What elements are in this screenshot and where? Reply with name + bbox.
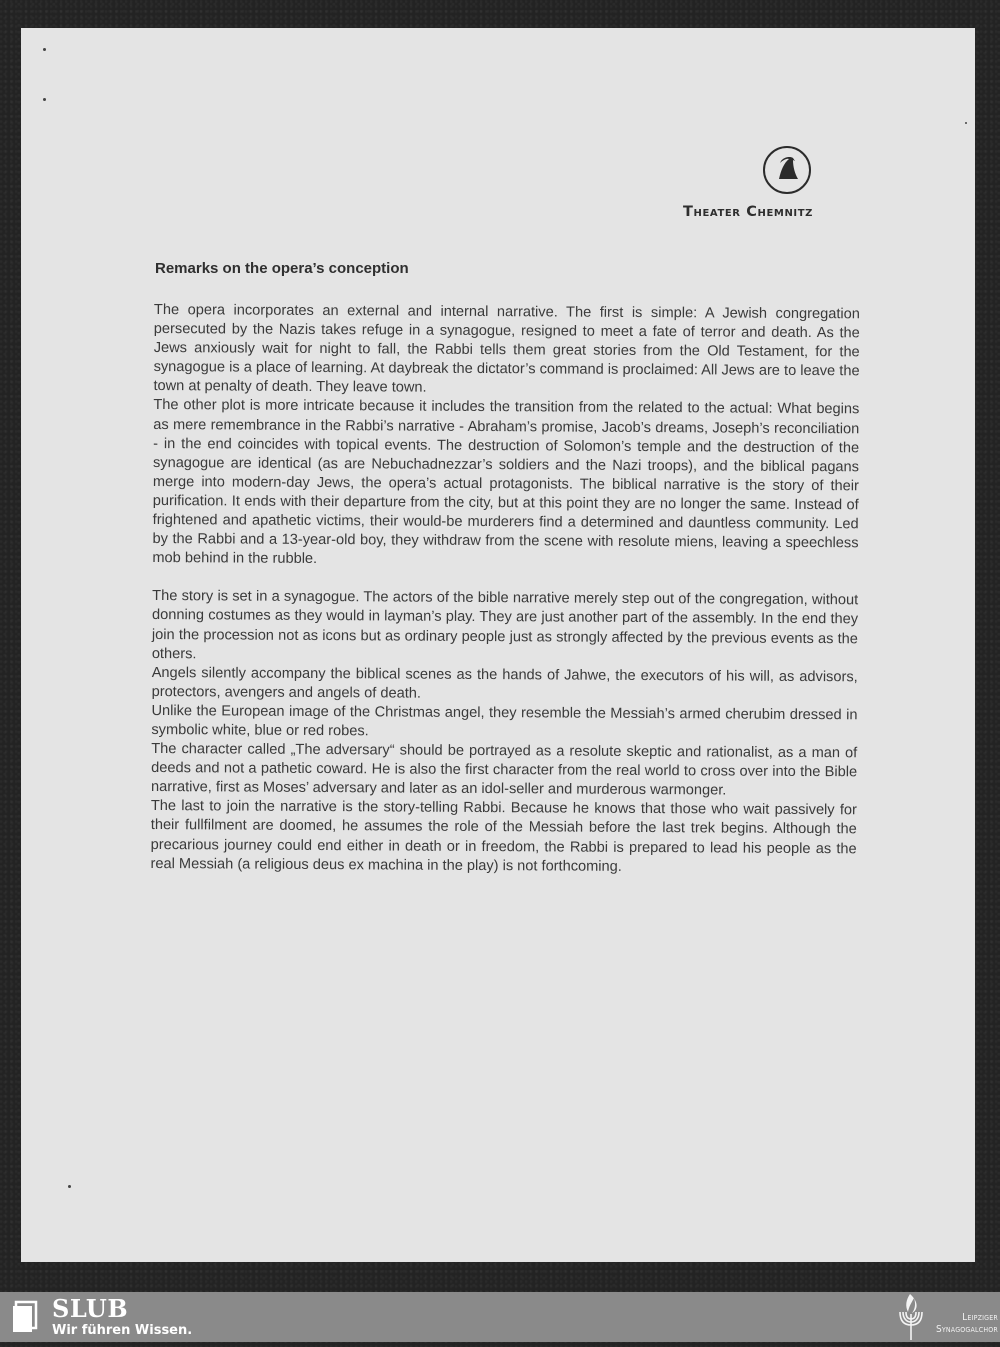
synagogalchor-wordmark[interactable] (922, 1312, 998, 1336)
slub-tagline: Wir führen Wissen. (52, 1323, 193, 1338)
paragraph: The other plot is more intricate because it includes the transition from the related to the actual: What begins as mere remembrance in the Rabbi’s narrative - Abraham’s promise, Jacob’s dreams, Joseph’s reconciliation - in the end coincides with topical events. The destruction of Solomon’s temple and the destruction of the synagogue are identical (as are Nebuchadnezzar’s soldiers and the Nazi troops), and the biblical pagans merge into modern-day Jews, the opera’s actual protagonists. The biblical narrative is the story of their purification. It ends with their departure from the city, but at this point they are no longer the same. Instead of frightened and apathetic victims, their would-be murderers find a determined and dauntless community. Led by the Rabbi and a 13-year-old boy, they withdraw from the scene with resolute miens, leaving a speechless mob behind in the rubble. (152, 397, 860, 568)
slub-book-icon (12, 1300, 42, 1339)
chor-line-2: Synagogalchor (935, 1324, 998, 1335)
scan-speck (68, 1185, 71, 1188)
chor-line-1: Leipziger (962, 1312, 998, 1323)
scan-speck (965, 122, 967, 124)
paragraph: The story is set in a synagogue. The actors of the bible narrative merely step out of the congregation, without donning costumes as they would in layman’s play. They are just another part of the assembly. In the end they join the procession not as icons but as ordinary people just as strongly affected by the previous events as the others. (151, 588, 859, 662)
theater-brand-name: Theater Chemnitz (683, 204, 814, 220)
paragraph: Angels silently accompany the biblical scenes as the hands of Jahwe, the executors of his will, as advisors, protectors, avengers and angels of death. (151, 664, 858, 702)
document-title: Remarks on the opera’s conception (155, 260, 409, 277)
scanned-page (21, 28, 975, 1262)
theater-chemnitz-logo-icon (763, 146, 811, 194)
scan-speck (43, 98, 46, 101)
paragraph: The character called „The adversary“ should be portrayed as a resolute skeptic and rationalist, as a man of deeds and not a pathetic coward. He is also the first character from the real world to cross over into the Bible narrative, first as Moses’ adversary and later as an idol-seller and murderous warmonger. (150, 741, 858, 799)
scan-speck (43, 48, 46, 51)
slub-title[interactable]: SLUB (52, 1294, 129, 1323)
paragraph: Unlike the European image of the Christmas angel, they resemble the Messiah’s armed cherubim dressed in symbolic white, blue or red robes. (151, 702, 858, 740)
paragraph: The last to join the narrative is the story-telling Rabbi. Because he knows that those who wait passively for their fullfilment are doomed, he assumes the role of the Messiah before the last trek begins. Although the precarious journey could end either in death or in freedom, the Rabbi is prepared to lead his people as the real Messiah (a religious deus ex machina in the play) is not forthcoming. (150, 798, 857, 875)
document-body (151, 301, 860, 878)
footer-bar (0, 1292, 1000, 1342)
paragraph: The opera incorporates an external and internal narrative. The first is simple: A Jewish congregation persecuted by the Nazis takes refuge in a synagogue, resigned to meet a fate of terror and death. As the Jews anxiously wait for night to fall, the Rabbi tells them great stories from the Old Testament, for the synagogue is a place of learning. At daybreak the dictator’s command is proclaimed: All Jews are to leave the town at penalty of death. They leave town. (153, 301, 860, 397)
